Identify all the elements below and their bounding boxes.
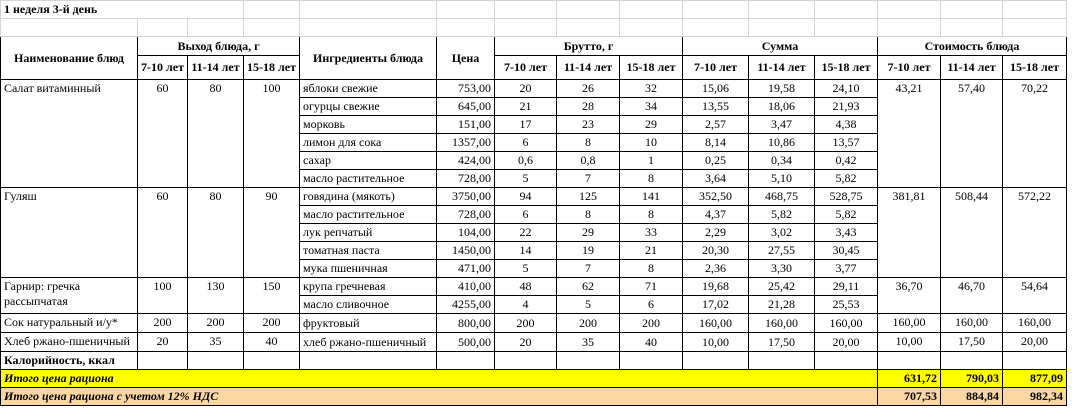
calories-row (1, 352, 1067, 370)
dish-name: Гуляш (1, 188, 138, 278)
dish-output-value: 40 (244, 333, 300, 352)
ingredient-name: томатная паста (300, 242, 437, 260)
ingredient-sum: 20,00 (815, 333, 878, 352)
calories-cell (244, 352, 300, 370)
ingredient-price: 800,00 (437, 314, 495, 333)
ingredient-sum: 4,38 (815, 116, 878, 134)
ingredient-price: 3750,00 (437, 188, 495, 206)
dish-name-line: Гарнир: гречка (4, 279, 81, 293)
ingredient-sum: 8,14 (683, 134, 749, 152)
ingredient-brutto: 200 (495, 314, 557, 333)
ingredient-name: крупа гречневая (300, 278, 437, 296)
ingredient-brutto: 8 (557, 134, 620, 152)
ingredient-price: 500,00 (437, 333, 495, 352)
calories-cell (1003, 352, 1067, 370)
calories-cell (557, 352, 620, 370)
dish-cost-value: 46,70 (941, 278, 1003, 314)
ingredient-row (1, 314, 1067, 333)
dish-cost-value: 160,00 (1003, 314, 1067, 333)
dish-cost-value: 508,44 (941, 188, 1003, 278)
calories-label: Калорийность, ккал (1, 352, 138, 370)
calories-cell (138, 352, 188, 370)
ingredient-brutto: 35 (557, 333, 620, 352)
ingredient-name: хлеб ржано-пшеничный (300, 333, 437, 352)
ingredient-brutto: 48 (495, 278, 557, 296)
ingredient-sum: 10,00 (683, 333, 749, 352)
ingredient-sum: 18,06 (749, 98, 815, 116)
ingredient-name: лимон для сока (300, 134, 437, 152)
ingredient-sum: 13,55 (683, 98, 749, 116)
ingredient-brutto: 20 (495, 80, 557, 98)
calories-cell (300, 352, 437, 370)
totals_vat-value: 884,84 (941, 388, 1003, 406)
dish-output-value: 200 (244, 314, 300, 333)
ingredient-row (1, 278, 1067, 296)
ingredient-sum: 25,53 (815, 296, 878, 314)
totals_vat-label: Итого цена рациона с учетом 12% НДС (1, 388, 878, 406)
calories-cell (683, 352, 749, 370)
ingredient-brutto: 28 (557, 98, 620, 116)
ingredient-name: фруктовый (300, 314, 437, 333)
ingredient-price: 104,00 (437, 224, 495, 242)
ingredient-price: 471,00 (437, 260, 495, 278)
totals-row (1, 370, 1067, 388)
ingredient-sum: 2,57 (683, 116, 749, 134)
ingredient-price: 728,00 (437, 170, 495, 188)
ingredient-row (1, 80, 1067, 98)
ingredient-name: мука пшеничная (300, 260, 437, 278)
ingredient-brutto: 7 (557, 260, 620, 278)
ingredient-name: морковь (300, 116, 437, 134)
dish-output-value: 100 (138, 278, 188, 314)
calories-cell (495, 352, 557, 370)
totals_vat-row (1, 388, 1067, 406)
ingredient-brutto: 33 (620, 224, 683, 242)
dish-output-value: 130 (188, 278, 244, 314)
dish-output-value: 80 (188, 188, 244, 278)
header-cost-age-1: 7-10 лет (878, 56, 941, 80)
header-sum-age-2: 11-14 лет (749, 56, 815, 80)
ingredient-sum: 15,06 (683, 80, 749, 98)
ingredient-brutto: 22 (495, 224, 557, 242)
header-cost-age-2: 11-14 лет (941, 56, 1003, 80)
calories-cell (620, 352, 683, 370)
ingredient-brutto: 6 (495, 134, 557, 152)
header-brutto-age-3: 15-18 лет (620, 56, 683, 80)
ingredient-brutto: 21 (620, 242, 683, 260)
ingredient-brutto: 0,8 (557, 152, 620, 170)
dish-cost-value: 160,00 (878, 314, 941, 333)
ingredient-price: 424,00 (437, 152, 495, 170)
dish-output-value: 200 (188, 314, 244, 333)
ingredient-sum: 352,50 (683, 188, 749, 206)
ingredient-brutto: 34 (620, 98, 683, 116)
ingredient-sum: 3,77 (815, 260, 878, 278)
totals-value: 790,03 (941, 370, 1003, 388)
header-brutto-age-2: 11-14 лет (557, 56, 620, 80)
ingredient-sum: 160,00 (815, 314, 878, 333)
dish-name-line: рассыпчатая (4, 294, 68, 308)
dish-output-value: 200 (138, 314, 188, 333)
ingredient-sum: 5,82 (815, 206, 878, 224)
ingredient-brutto: 21 (495, 98, 557, 116)
header-brutto-age-1: 7-10 лет (495, 56, 557, 80)
ingredient-sum: 160,00 (749, 314, 815, 333)
ingredient-sum: 3,43 (815, 224, 878, 242)
dish-cost-value: 160,00 (941, 314, 1003, 333)
ingredient-brutto: 6 (495, 206, 557, 224)
ingredient-sum: 19,68 (683, 278, 749, 296)
ingredient-brutto: 4 (495, 296, 557, 314)
dish-output-value: 60 (138, 188, 188, 278)
totals_vat-value: 982,34 (1003, 388, 1067, 406)
dish-output-value: 90 (244, 188, 300, 278)
ingredient-brutto: 8 (557, 206, 620, 224)
calories-cell (878, 352, 941, 370)
dish-cost-value: 20,00 (1003, 333, 1067, 352)
header-brutto: Брутто, г (495, 37, 683, 56)
dish-name (1, 278, 138, 314)
ingredient-brutto: 5 (557, 296, 620, 314)
ingredient-sum: 24,10 (815, 80, 878, 98)
header-sum-age-1: 7-10 лет (683, 56, 749, 80)
ingredient-price: 151,00 (437, 116, 495, 134)
ingredient-brutto: 20 (495, 333, 557, 352)
ingredient-sum: 10,86 (749, 134, 815, 152)
ingredient-brutto: 0,6 (495, 152, 557, 170)
ingredient-sum: 3,30 (749, 260, 815, 278)
ingredient-brutto: 125 (557, 188, 620, 206)
ingredient-name: яблоки свежие (300, 80, 437, 98)
ingredient-name: сахар (300, 152, 437, 170)
ingredient-price: 4255,00 (437, 296, 495, 314)
ingredient-sum: 3,02 (749, 224, 815, 242)
ingredient-sum: 20,30 (683, 242, 749, 260)
ingredient-row (1, 188, 1067, 206)
ingredient-price: 1357,00 (437, 134, 495, 152)
ingredient-price: 753,00 (437, 80, 495, 98)
ingredient-brutto: 7 (557, 170, 620, 188)
ingredient-sum: 0,42 (815, 152, 878, 170)
ingredient-brutto: 29 (557, 224, 620, 242)
dish-name: Сок натуральный и/у* (1, 314, 138, 333)
calories-cell (941, 352, 1003, 370)
header-ingredients: Ингредиенты блюда (300, 37, 437, 80)
ingredient-brutto: 29 (620, 116, 683, 134)
ingredient-sum: 528,75 (815, 188, 878, 206)
totals-value: 631,72 (878, 370, 941, 388)
ingredient-name: масло сливочное (300, 296, 437, 314)
ingredient-brutto: 62 (557, 278, 620, 296)
ingredient-price: 645,00 (437, 98, 495, 116)
dish-cost-value: 54,64 (1003, 278, 1067, 314)
ingredient-sum: 21,93 (815, 98, 878, 116)
dish-output-value: 100 (244, 80, 300, 188)
ingredient-sum: 29,11 (815, 278, 878, 296)
ingredient-brutto: 40 (620, 333, 683, 352)
ingredient-sum: 2,29 (683, 224, 749, 242)
ingredient-sum: 5,10 (749, 170, 815, 188)
dish-cost-value: 381,81 (878, 188, 941, 278)
ingredient-brutto: 8 (620, 260, 683, 278)
ingredient-sum: 17,02 (683, 296, 749, 314)
ingredient-brutto: 94 (495, 188, 557, 206)
ingredient-sum: 3,47 (749, 116, 815, 134)
dish-cost-value: 70,22 (1003, 80, 1067, 188)
ingredient-sum: 13,57 (815, 134, 878, 152)
ingredient-brutto: 141 (620, 188, 683, 206)
dish-cost-value: 10,00 (878, 333, 941, 352)
dish-name: Салат витаминный (1, 80, 138, 188)
header-price: Цена (437, 37, 495, 80)
dish-output-value: 35 (188, 333, 244, 352)
calories-cell (749, 352, 815, 370)
header-output: Выход блюда, г (138, 37, 300, 56)
ingredient-row (1, 333, 1067, 352)
totals-value: 877,09 (1003, 370, 1067, 388)
ingredient-price: 728,00 (437, 206, 495, 224)
ingredient-sum: 21,28 (749, 296, 815, 314)
ingredient-sum: 19,58 (749, 80, 815, 98)
header-sum-age-3: 15-18 лет (815, 56, 878, 80)
ingredient-brutto: 8 (620, 170, 683, 188)
header-dish-name: Наименование блюд (1, 37, 138, 80)
header-cost-age-3: 15-18 лет (1003, 56, 1067, 80)
ingredient-brutto: 1 (620, 152, 683, 170)
ingredient-sum: 4,37 (683, 206, 749, 224)
ingredient-price: 410,00 (437, 278, 495, 296)
ingredient-brutto: 10 (620, 134, 683, 152)
ingredient-sum: 3,64 (683, 170, 749, 188)
ingredient-name: огурцы свежие (300, 98, 437, 116)
ingredient-sum: 468,75 (749, 188, 815, 206)
dish-cost-value: 43,21 (878, 80, 941, 188)
ingredient-brutto: 32 (620, 80, 683, 98)
dish-output-value: 80 (188, 80, 244, 188)
ingredient-sum: 30,45 (815, 242, 878, 260)
totals-label: Итого цена рациона (1, 370, 878, 388)
calories-cell (437, 352, 495, 370)
ingredient-sum: 5,82 (815, 170, 878, 188)
dish-output-value: 60 (138, 80, 188, 188)
header-cost: Стоимость блюда (878, 37, 1067, 56)
ingredient-brutto: 71 (620, 278, 683, 296)
ingredient-brutto: 8 (620, 206, 683, 224)
header-output-age-2: 11-14 лет (188, 56, 244, 80)
ingredient-price: 1450,00 (437, 242, 495, 260)
dish-cost-value: 36,70 (878, 278, 941, 314)
dish-cost-value: 17,50 (941, 333, 1003, 352)
ingredient-name: масло растительное (300, 206, 437, 224)
totals_vat-value: 707,53 (878, 388, 941, 406)
ingredient-brutto: 19 (557, 242, 620, 260)
ingredient-brutto: 200 (557, 314, 620, 333)
header-sum: Сумма (683, 37, 878, 56)
dish-cost-value: 57,40 (941, 80, 1003, 188)
ingredient-brutto: 17 (495, 116, 557, 134)
ingredient-brutto: 5 (495, 260, 557, 278)
dish-output-value: 20 (138, 333, 188, 352)
ingredient-brutto: 200 (620, 314, 683, 333)
ingredient-brutto: 23 (557, 116, 620, 134)
ingredient-name: масло растительное (300, 170, 437, 188)
ingredient-sum: 17,50 (749, 333, 815, 352)
ingredient-brutto: 14 (495, 242, 557, 260)
ingredient-sum: 160,00 (683, 314, 749, 333)
dish-cost-value: 572,22 (1003, 188, 1067, 278)
ingredient-brutto: 6 (620, 296, 683, 314)
dish-name: Хлеб ржано-пшеничный (1, 333, 138, 352)
ingredient-sum: 27,55 (749, 242, 815, 260)
ingredient-sum: 0,34 (749, 152, 815, 170)
ingredient-sum: 25,42 (749, 278, 815, 296)
sheet-title: 1 неделя 3-й день (1, 1, 244, 19)
ingredient-sum: 5,82 (749, 206, 815, 224)
ingredient-brutto: 5 (495, 170, 557, 188)
header-output-age-3: 15-18 лет (244, 56, 300, 80)
calories-cell (815, 352, 878, 370)
ingredient-sum: 0,25 (683, 152, 749, 170)
calories-cell (188, 352, 244, 370)
ingredient-name: лук репчатый (300, 224, 437, 242)
header-output-age-1: 7-10 лет (138, 56, 188, 80)
ingredient-sum: 2,36 (683, 260, 749, 278)
dish-output-value: 150 (244, 278, 300, 314)
ingredient-brutto: 26 (557, 80, 620, 98)
ingredient-name: говядина (мякоть) (300, 188, 437, 206)
